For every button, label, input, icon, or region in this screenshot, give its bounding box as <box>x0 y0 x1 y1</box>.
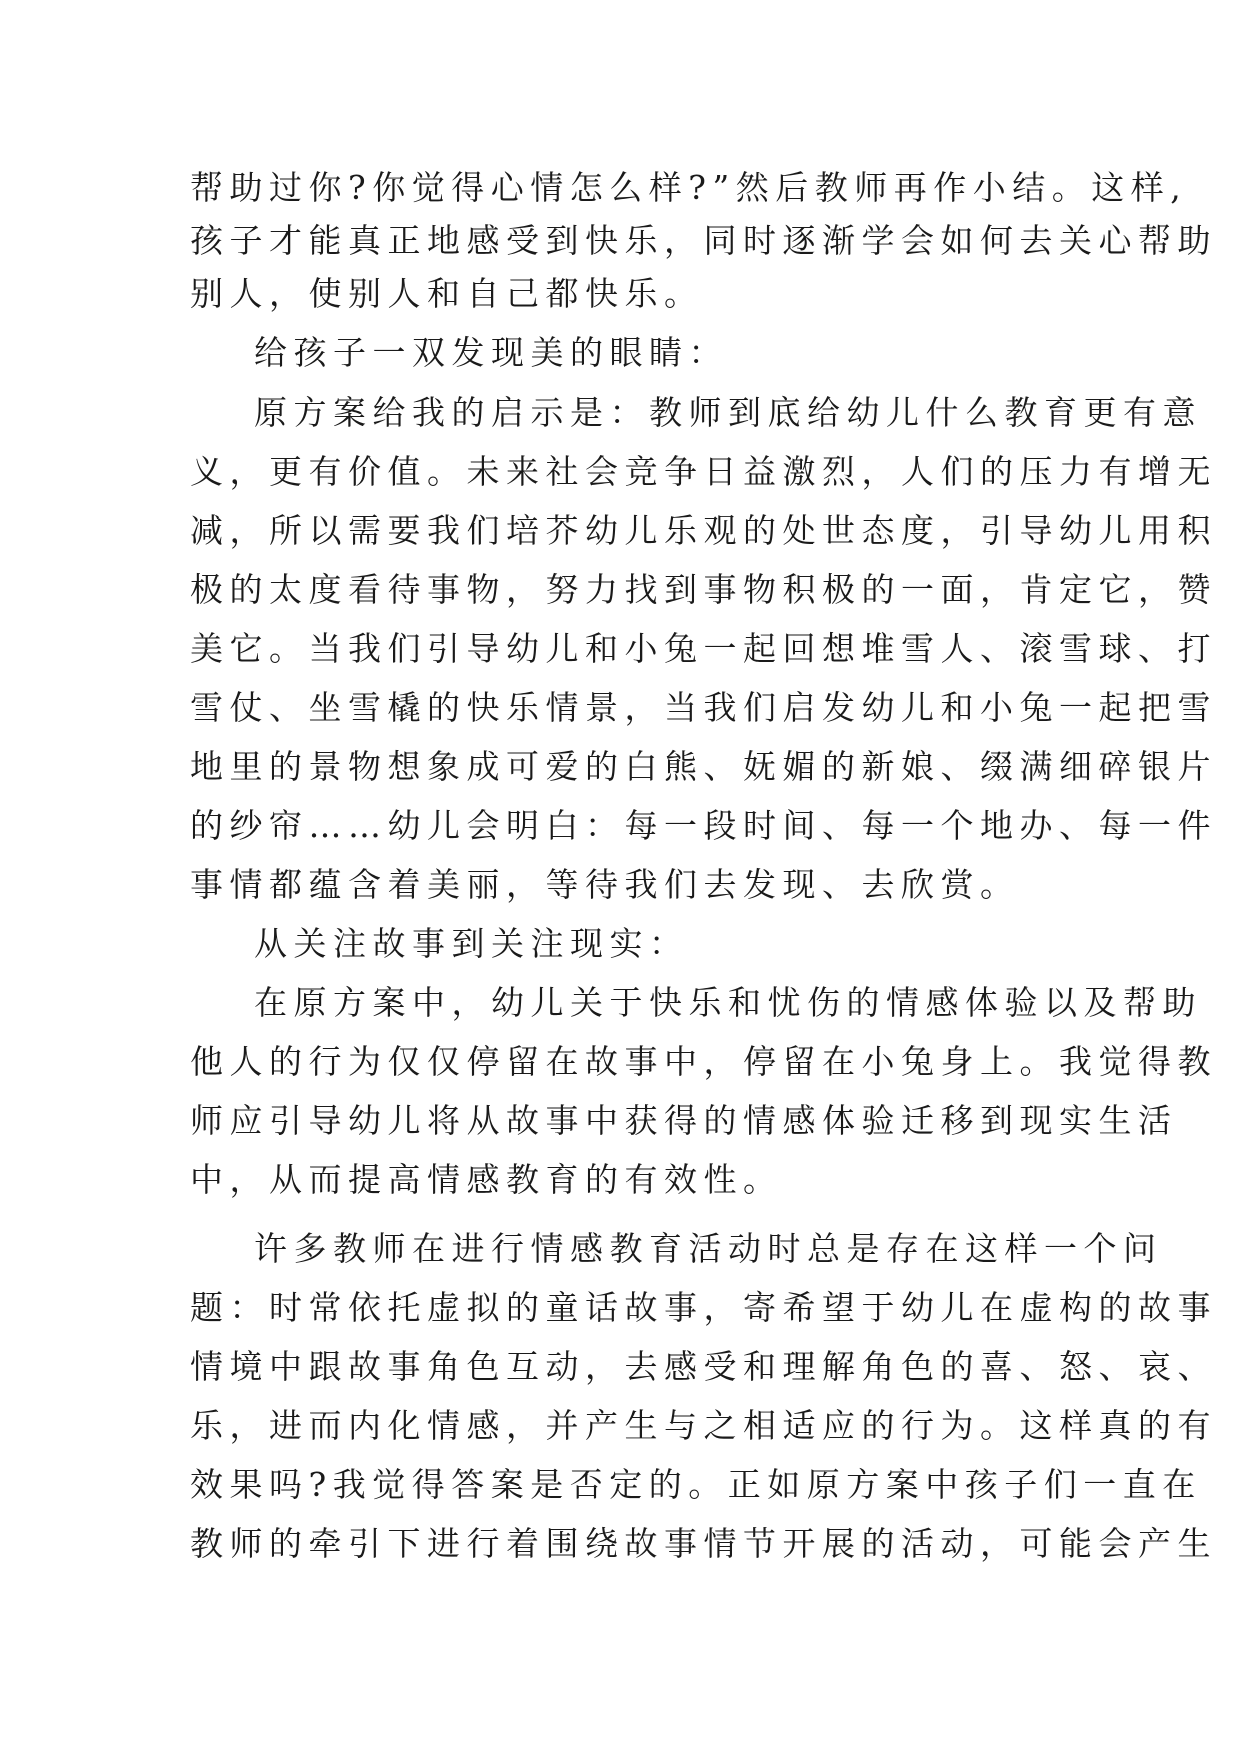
text-line: 的纱帘……幼儿会明白：每一段时间、每一个地办、每一件 <box>190 806 1217 845</box>
text-line: 帮助过你?你觉得心情怎么样?”然后教师再作小结。这样, <box>190 168 1188 207</box>
text-line: 效果吗?我觉得答案是否定的。正如原方案中孩子们一直在 <box>190 1465 1202 1504</box>
text-line: 地里的景物想象成可爱的白熊、妩媚的新娘、缀满细碎银片 <box>190 747 1217 786</box>
text-line: 别人，使别人和自己都快乐。 <box>190 274 704 313</box>
text-line: 情境中跟故事角色互动，去感受和理解角色的喜、怒、哀、 <box>190 1347 1217 1386</box>
text-line: 孩子才能真正地感受到快乐，同时逐渐学会如何去关心帮助 <box>190 221 1217 260</box>
text-line: 许多教师在进行情感教育活动时总是存在这样一个问 <box>254 1229 1163 1268</box>
text-line: 乐，进而内化情感，并产生与之相适应的行为。这样真的有 <box>190 1406 1217 1445</box>
text-line: 中，从而提高情感教育的有效性。 <box>190 1160 783 1199</box>
section-heading: 给孩子一双发现美的眼睛： <box>254 333 728 372</box>
text-line: 义，更有价值。未来社会竞争日益激烈，人们的压力有增无 <box>190 452 1217 491</box>
section-heading: 从关注故事到关注现实： <box>254 924 689 963</box>
text-line: 教师的牵引下进行着围绕故事情节开展的活动，可能会产生 <box>190 1524 1217 1563</box>
text-line: 师应引导幼儿将从故事中获得的情感体验迁移到现实生活 <box>190 1101 1178 1140</box>
text-line: 在原方案中，幼儿关于快乐和忧伤的情感体验以及帮助 <box>254 983 1202 1022</box>
text-line: 原方案给我的启示是：教师到底给幼儿什么教育更有意 <box>254 393 1202 432</box>
text-line: 减，所以需要我们培芥幼儿乐观的处世态度，引导幼儿用积 <box>190 511 1217 550</box>
text-line: 美它。当我们引导幼儿和小兔一起回想堆雪人、滚雪球、打 <box>190 629 1217 668</box>
text-line: 题：时常依托虚拟的童话故事，寄希望于幼儿在虚构的故事 <box>190 1288 1217 1327</box>
text-line: 他人的行为仅仅停留在故事中，停留在小兔身上。我觉得教 <box>190 1042 1217 1081</box>
text-line: 雪仗、坐雪橇的快乐情景，当我们启发幼儿和小兔一起把雪 <box>190 688 1217 727</box>
text-line: 极的太度看待事物，努力找到事物积极的一面，肯定它，赞 <box>190 570 1217 609</box>
text-line: 事情都蕴含着美丽，等待我们去发现、去欣赏。 <box>190 865 1020 904</box>
